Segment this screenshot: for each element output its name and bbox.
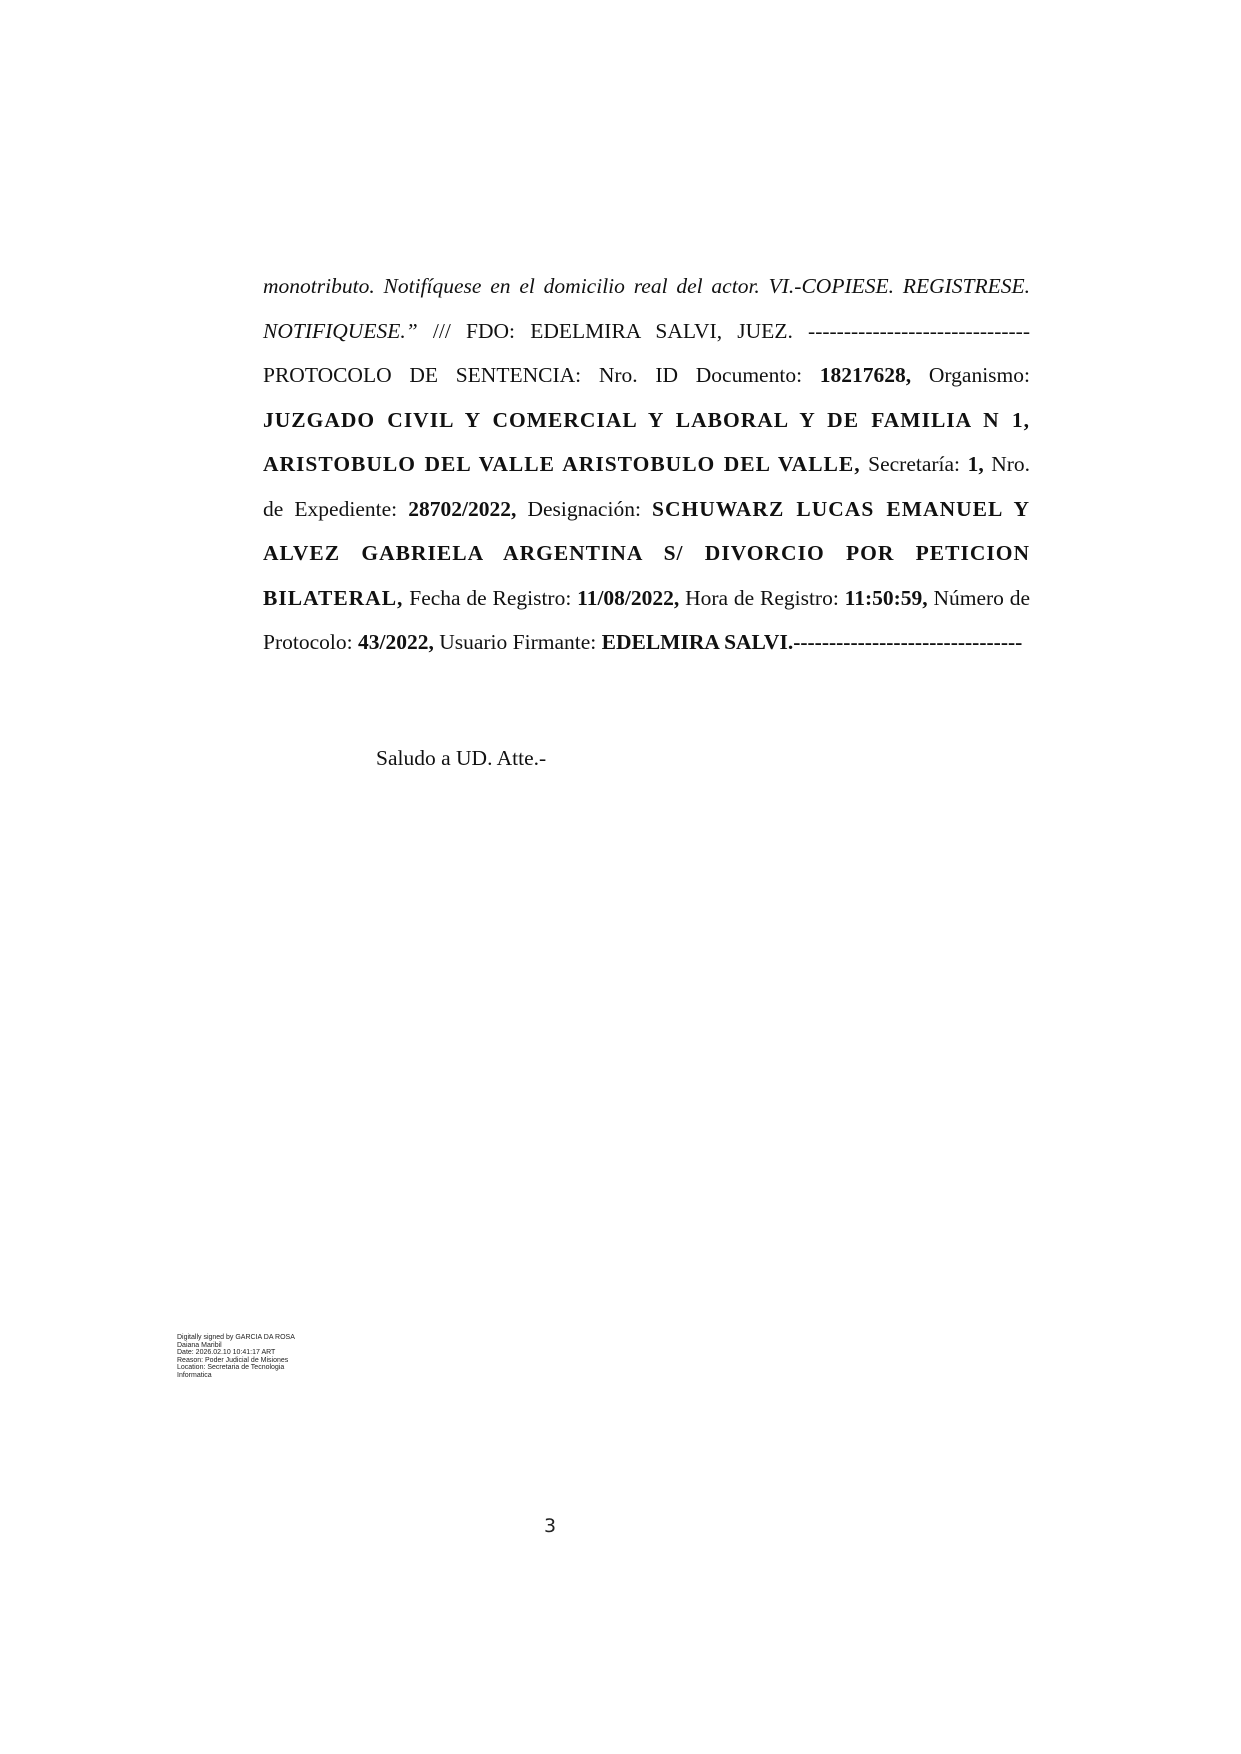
- signature-and-protocol-intro: /// FDO: EDELMIRA SALVI, JUEZ. ------------------------------- PROTOCOLO DE SENTENCIA: Nro. ID Documento:: [263, 318, 1030, 387]
- signature-line: Date: 2026.02.10 10:41:17 ART: [177, 1349, 276, 1356]
- hora-registro-value: 11:50:59,: [844, 585, 928, 610]
- expediente-label: Nro. de Expediente:: [263, 452, 1031, 521]
- numero-protocolo-label: Número de Protocolo:: [263, 585, 1031, 654]
- numero-protocolo-value: 43/2022,: [357, 630, 434, 654]
- document-id-value: 18217628,: [819, 363, 912, 387]
- resolution-excerpt: monotributo. Notifíquese en el domicilio real del actor. VI.-COPIESE. REGISTRESE. NOTIFIQUESE.”: [263, 274, 1030, 343]
- signature-line: Digitally signed by GARCIA DA ROSA: [177, 1334, 295, 1341]
- signature-line: Reason: Poder Judicial de Misiones: [177, 1356, 289, 1364]
- closing-greeting: Saludo a UD. Atte.-: [376, 746, 547, 770]
- signature-line: Daiana Maribil: [177, 1341, 222, 1349]
- page-number: 3: [543, 1515, 557, 1537]
- signature-line: Location: Secretaria de Tecnologia: [177, 1364, 285, 1371]
- usuario-firmante-value: EDELMIRA SALVI.--------------------------------: [601, 630, 1023, 654]
- organism-value: JUZGADO CIVIL Y COMERCIAL Y LABORAL Y DE FAMILIA N 1, ARISTOBULO DEL VALLE ARISTOBULO DEL VALLE,: [263, 407, 1030, 476]
- organism-label: Organismo:: [911, 363, 1030, 387]
- expediente-value: 28702/2022,: [408, 496, 517, 521]
- usuario-firmante-label: Usuario Firmante:: [433, 630, 602, 654]
- fecha-registro-label: Fecha de Registro:: [403, 585, 578, 610]
- digital-signature-stamp: [177, 1334, 317, 1379]
- designacion-value: SCHUWARZ LUCAS EMANUEL Y ALVEZ GABRIELA ARGENTINA S/ DIVORCIO POR PETICION BILATERAL,: [263, 496, 1030, 610]
- secretaria-label: Secretaría:: [860, 452, 968, 476]
- secretaria-value: 1,: [967, 452, 984, 476]
- designacion-label: Designación:: [516, 496, 653, 521]
- signature-line: Informatica: [177, 1371, 212, 1379]
- hora-registro-label: Hora de Registro:: [679, 585, 845, 610]
- fecha-registro-value: 11/08/2022,: [577, 585, 680, 610]
- body-paragraph: [263, 264, 1030, 665]
